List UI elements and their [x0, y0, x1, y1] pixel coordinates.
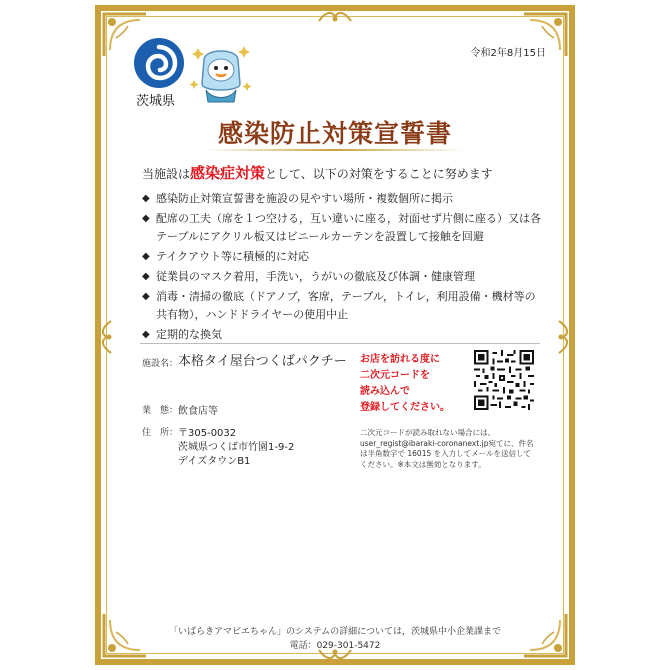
bullet-icon: ◆: [142, 251, 150, 262]
page-title: 感染防止対策宣誓書: [217, 119, 452, 148]
facility-address-label: 住 所：: [142, 428, 179, 438]
facility-postal-code: 〒305-0032: [178, 428, 237, 439]
qr-alternative-note: 二次元コードが読み取れない場合には、user_regist@ibaraki-coronanext.jp宛てに、件名は半角数字で 16015 を入力してメールを送信してください。※本文は無効となります。: [360, 428, 534, 469]
bullet-icon: ◆: [142, 291, 150, 302]
prefecture-name: 茨城県: [136, 94, 176, 109]
ornament-right-icon: [557, 320, 571, 354]
bullet-icon: ◆: [142, 213, 150, 224]
facility-name: 本格タイ屋台つくばパクチー: [178, 354, 347, 369]
list-item: ◆ 消毒・清掃の徹底（ドアノブ，客席，テーブル，トイレ，利用設備・機材等の共有物），ハンドドライヤーの使用中止: [142, 290, 536, 321]
lead-highlight: 感染症対策: [190, 164, 266, 182]
measures-list: [142, 190, 542, 346]
qr-code-icon[interactable]: [474, 350, 534, 410]
title-underline: [205, 149, 465, 151]
facility-type: 飲食店等: [178, 406, 218, 417]
facility-address-line1: 茨城県つくば市竹園1-9-2: [178, 442, 295, 453]
qr-instruction: お店を訪れる度に 二次元コードを 読み込んで 登録してください。: [360, 354, 450, 413]
facility-type-label: 業 態：: [142, 406, 179, 416]
lead-before: 当施設は: [142, 167, 191, 181]
prefecture-logo-icon: [134, 38, 184, 88]
section-divider: [140, 343, 540, 344]
footer-info: 「いばらきアマビエちゃん」のシステムの詳細については，茨城県中小企業課まで: [169, 627, 501, 637]
bullet-icon: ◆: [142, 271, 150, 282]
bullet-icon: ◆: [142, 329, 150, 340]
footer-phone: 電話：029-301-5472: [289, 641, 381, 651]
list-item: ◆ 感染防止対策宣誓書を施設の見やすい場所・複数個所に掲示: [142, 190, 542, 208]
list-item: ◆ 従業員のマスク着用，手洗い，うがいの徹底及び体調・健康管理: [142, 268, 542, 286]
list-item: ◆ 定期的な換気: [142, 326, 542, 344]
lead-after: として、以下の対策をすることに努めます: [265, 167, 493, 181]
lead-sentence: [142, 162, 493, 183]
facility-address-line2: デイズタウンB1: [178, 456, 251, 467]
facility-name-label: 施設名：: [142, 359, 179, 369]
issue-date: 令和2年8月15日: [470, 48, 546, 59]
amabie-mascot-icon: [190, 40, 252, 106]
ornament-left-icon: [99, 320, 113, 354]
list-item: ◆ 配席の工夫（席を１つ空ける，互い違いに座る，対面せず片側に座る）又は各テーブルにアクリル板又はビニールカーテンを設置して接触を回避: [142, 212, 541, 243]
list-item: ◆ テイクアウト等に積極的に対応: [142, 248, 542, 266]
bullet-icon: ◆: [142, 193, 150, 204]
ornament-top-icon: [318, 9, 352, 23]
